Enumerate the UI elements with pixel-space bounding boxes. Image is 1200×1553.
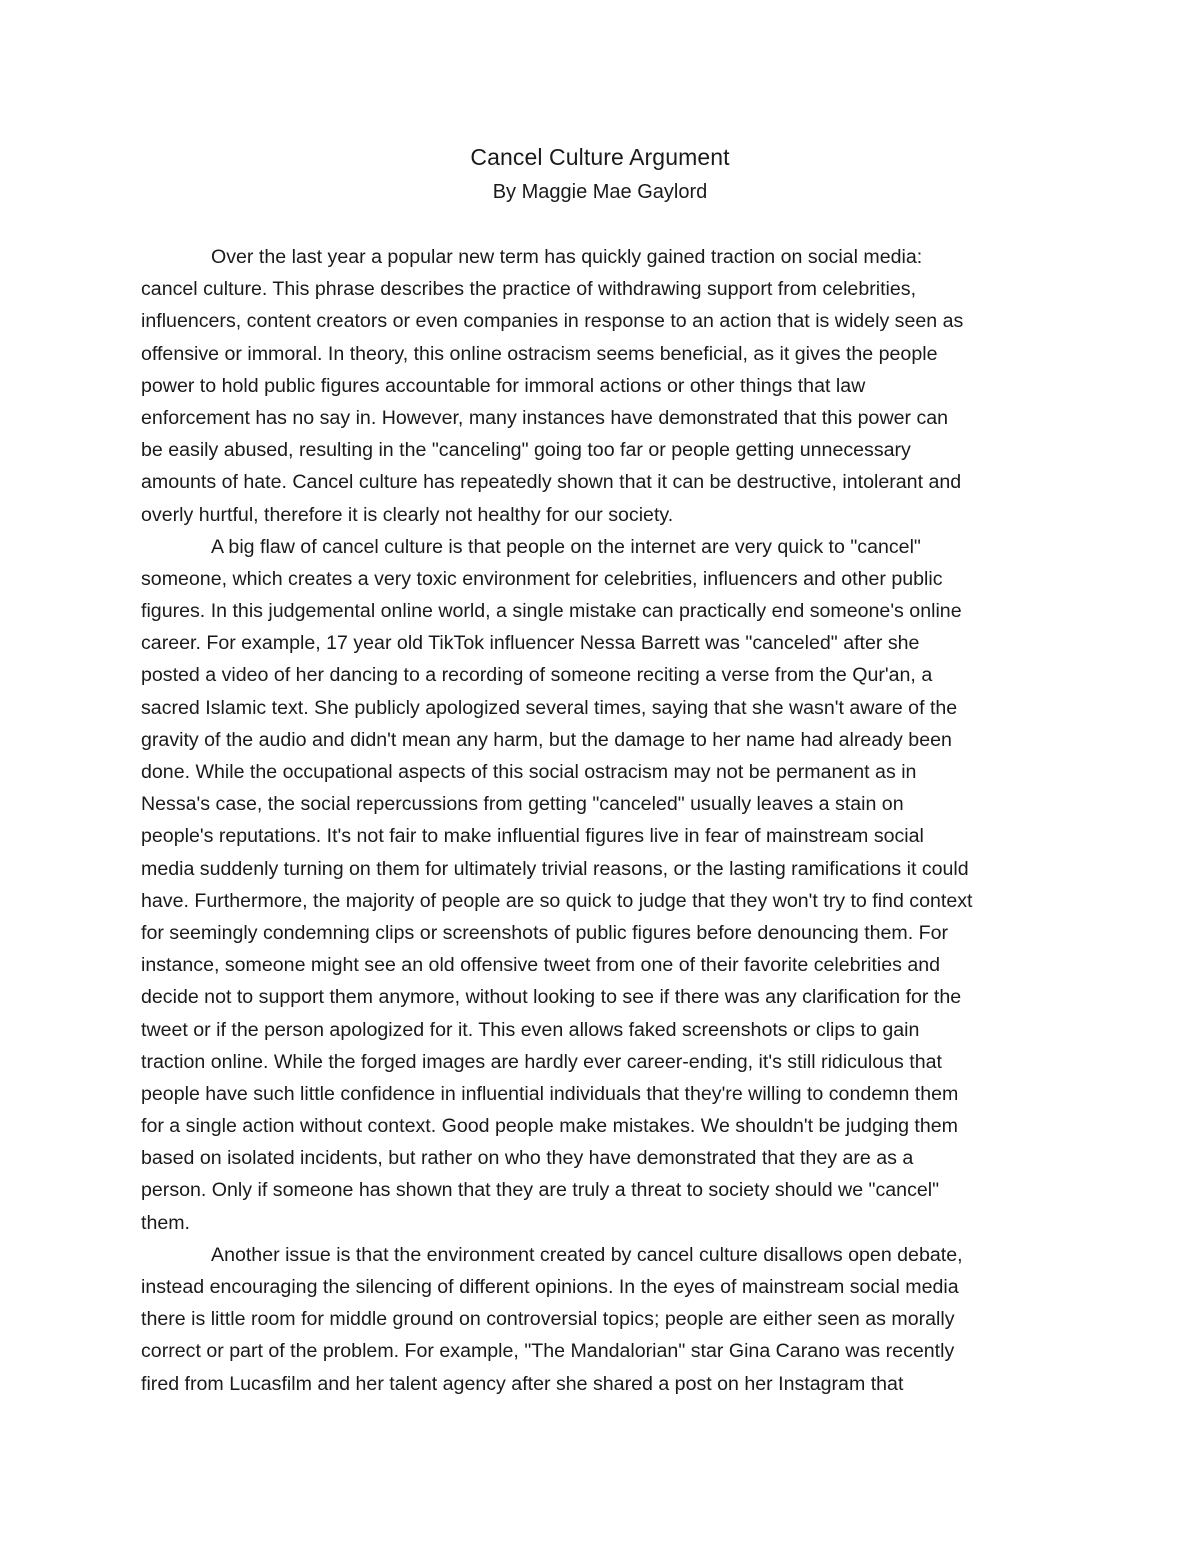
paragraph-line: posted a video of her dancing to a recording of someone reciting a verse from the Qur'an, a	[141, 664, 933, 687]
paragraph	[141, 1239, 1071, 1400]
paragraph	[141, 531, 1071, 1239]
paragraph-line: for seemingly condemning clips or screenshots of public figures before denouncing them. For	[141, 921, 949, 944]
paragraph-line: A big flaw of cancel culture is that people on the internet are very quick to "cancel"	[211, 535, 921, 558]
paragraph-line: Over the last year a popular new term has quickly gained traction on social media:	[211, 246, 923, 268]
paragraph-line: decide not to support them anymore, without looking to see if there was any clarification for the	[141, 986, 962, 1009]
paragraph-line: figures. In this judgemental online world, a single mistake can practically end someone's online	[141, 600, 962, 623]
paragraph-line: overly hurtful, therefore it is clearly not healthy for our society.	[141, 503, 674, 526]
paragraph-line: influencers, content creators or even companies in response to an action that is widely seen as	[141, 310, 964, 333]
paragraph-line: be easily abused, resulting in the "canceling" going too far or people getting unnecessary	[141, 439, 911, 462]
paragraph-line: media suddenly turning on them for ultimately trivial reasons, or the lasting ramifications it could	[141, 857, 969, 880]
paragraph-line: correct or part of the problem. For example, "The Mandalorian" star Gina Carano was recently	[141, 1340, 955, 1363]
paragraph-line: career. For example, 17 year old TikTok influencer Nessa Barrett was "canceled" after she	[141, 632, 920, 655]
paragraph-line: fired from Lucasfilm and her talent agency after she shared a post on her Instagram that	[141, 1372, 904, 1395]
paragraph-line: sacred Islamic text. She publicly apologized several times, saying that she wasn't aware of the	[141, 696, 958, 719]
paragraph	[141, 241, 1071, 531]
paragraph-line: them.	[141, 1211, 191, 1234]
document-title: Cancel Culture Argument	[470, 144, 730, 170]
paragraph-line: enforcement has no say in. However, many instances have demonstrated that this power can	[141, 406, 949, 429]
paragraph-line: traction online. While the forged images are hardly ever career-ending, it's still ridiculous that	[141, 1050, 942, 1073]
paragraph-line: cancel culture. This phrase describes the practice of withdrawing support from celebrities,	[141, 278, 917, 301]
paragraph-line: someone, which creates a very toxic environment for celebrities, influencers and other public	[141, 567, 943, 590]
paragraph-line: Nessa's case, the social repercussions from getting "canceled" usually leaves a stain on	[141, 793, 904, 816]
essay-body	[141, 241, 1071, 1400]
paragraph-line: offensive or immoral. In theory, this online ostracism seems beneficial, as it gives the people	[141, 342, 938, 365]
paragraph-line: amounts of hate. Cancel culture has repeatedly shown that it can be destructive, intolerant and	[141, 471, 962, 494]
paragraph-line: done. While the occupational aspects of this social ostracism may not be permanent as in	[141, 761, 917, 783]
paragraph-line: people have such little confidence in influential individuals that they're willing to condemn them	[141, 1082, 959, 1105]
paragraph-line: have. Furthermore, the majority of people are so quick to judge that they won't try to find context	[141, 889, 973, 912]
paragraph-line: person. Only if someone has shown that they are truly a threat to society should we "cancel"	[141, 1179, 940, 1202]
paragraph-line: for a single action without context. Good people make mistakes. We shouldn't be judging them	[141, 1115, 958, 1138]
document-byline: By Maggie Mae Gaylord	[492, 181, 708, 203]
paragraph-line: instance, someone might see an old offensive tweet from one of their favorite celebrities and	[141, 954, 941, 977]
paragraph-line: based on isolated incidents, but rather on who they have demonstrated that they are as a	[141, 1147, 914, 1170]
paragraph-line: tweet or if the person apologized for it. This even allows faked screenshots or clips to gain	[141, 1018, 920, 1041]
paragraph-line: Another issue is that the environment created by cancel culture disallows open debate,	[211, 1243, 963, 1266]
paragraph-line: people's reputations. It's not fair to make influential figures live in fear of mainstream social	[141, 825, 924, 848]
paragraph-line: gravity of the audio and didn't mean any harm, but the damage to her name had already been	[141, 728, 952, 751]
paragraph-line: instead encouraging the silencing of different opinions. In the eyes of mainstream social media	[141, 1276, 959, 1298]
paragraph-line: there is little room for middle ground on controversial topics; people are either seen as morally	[141, 1308, 955, 1331]
paragraph-line: power to hold public figures accountable for immoral actions or other things that law	[141, 374, 866, 397]
